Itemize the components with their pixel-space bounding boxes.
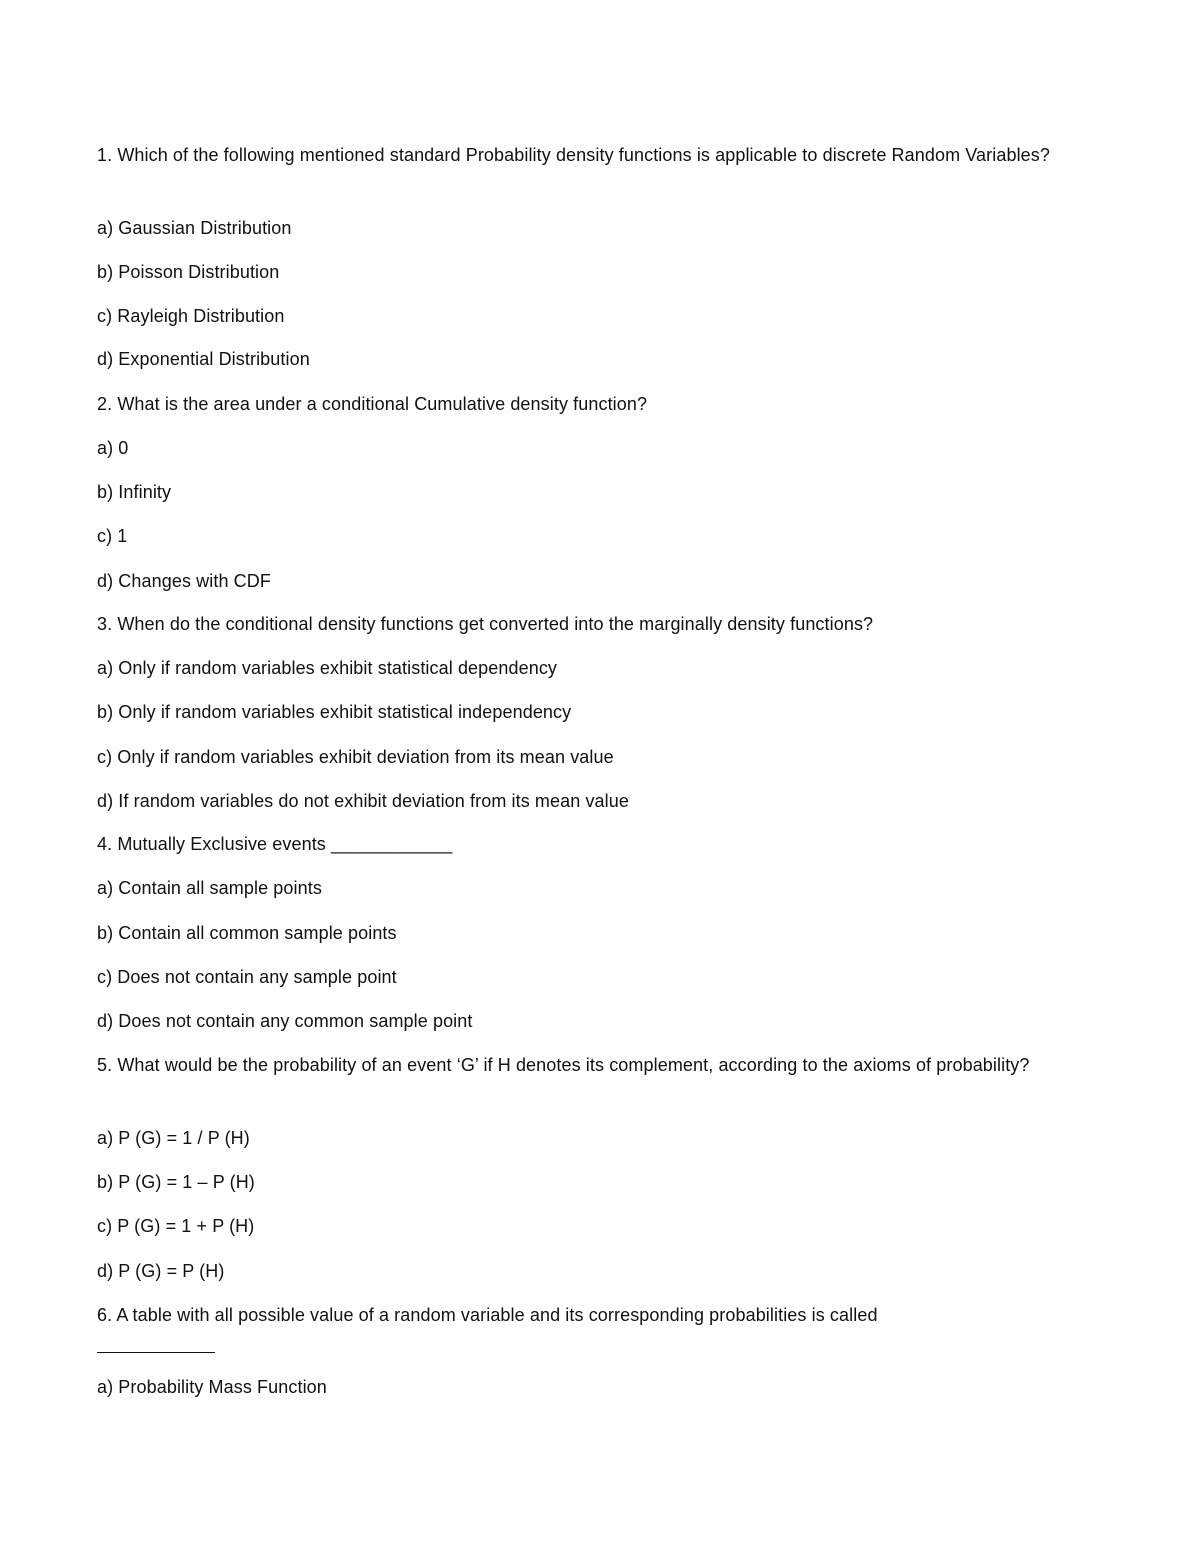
question-1-option-d: d) Exponential Distribution (97, 349, 310, 369)
question-3-option-a: a) Only if random variables exhibit statistical dependency (97, 658, 558, 678)
question-1-option-a: a) Gaussian Distribution (97, 218, 292, 238)
question-6-option-a: a) Probability Mass Function (97, 1377, 327, 1397)
question-5-option-d: d) P (G) = P (H) (97, 1261, 225, 1281)
question-5-option-b: b) P (G) = 1 – P (H) (97, 1172, 255, 1192)
question-2-option-d: d) Changes with CDF (97, 571, 271, 591)
question-1-option-b: b) Poisson Distribution (97, 262, 280, 282)
question-3-option-b: b) Only if random variables exhibit statistical independency (97, 702, 572, 722)
question-2-option-c: c) 1 (97, 526, 128, 546)
question-1-text: 1. Which of the following mentioned standard Probability density functions is applicable to discrete Random Variables? (97, 145, 1050, 165)
question-4-option-c: c) Does not contain any sample point (97, 967, 397, 987)
question-4-option-d: d) Does not contain any common sample point (97, 1011, 473, 1031)
question-2-text: 2. What is the area under a conditional Cumulative density function? (97, 394, 648, 414)
answer-blank-line (97, 1352, 215, 1353)
question-5-option-c: c) P (G) = 1 + P (H) (97, 1216, 255, 1236)
question-5-text: 5. What would be the probability of an event ‘G’ if H denotes its complement, according to the axioms of probability? (97, 1055, 1030, 1075)
question-3-option-d: d) If random variables do not exhibit deviation from its mean value (97, 791, 629, 811)
question-2-option-a: a) 0 (97, 438, 129, 458)
question-6-text: 6. A table with all possible value of a random variable and its corresponding probabilities is called (97, 1305, 878, 1325)
question-4-text: 4. Mutually Exclusive events ____________ (97, 834, 453, 854)
question-1-option-c: c) Rayleigh Distribution (97, 306, 285, 326)
question-5-option-a: a) P (G) = 1 / P (H) (97, 1128, 250, 1148)
question-4-option-b: b) Contain all common sample points (97, 923, 397, 943)
question-4-option-a: a) Contain all sample points (97, 878, 322, 898)
question-2-option-b: b) Infinity (97, 482, 172, 502)
question-3-option-c: c) Only if random variables exhibit deviation from its mean value (97, 747, 614, 767)
question-3-text: 3. When do the conditional density functions get converted into the marginally density functions? (97, 614, 874, 634)
